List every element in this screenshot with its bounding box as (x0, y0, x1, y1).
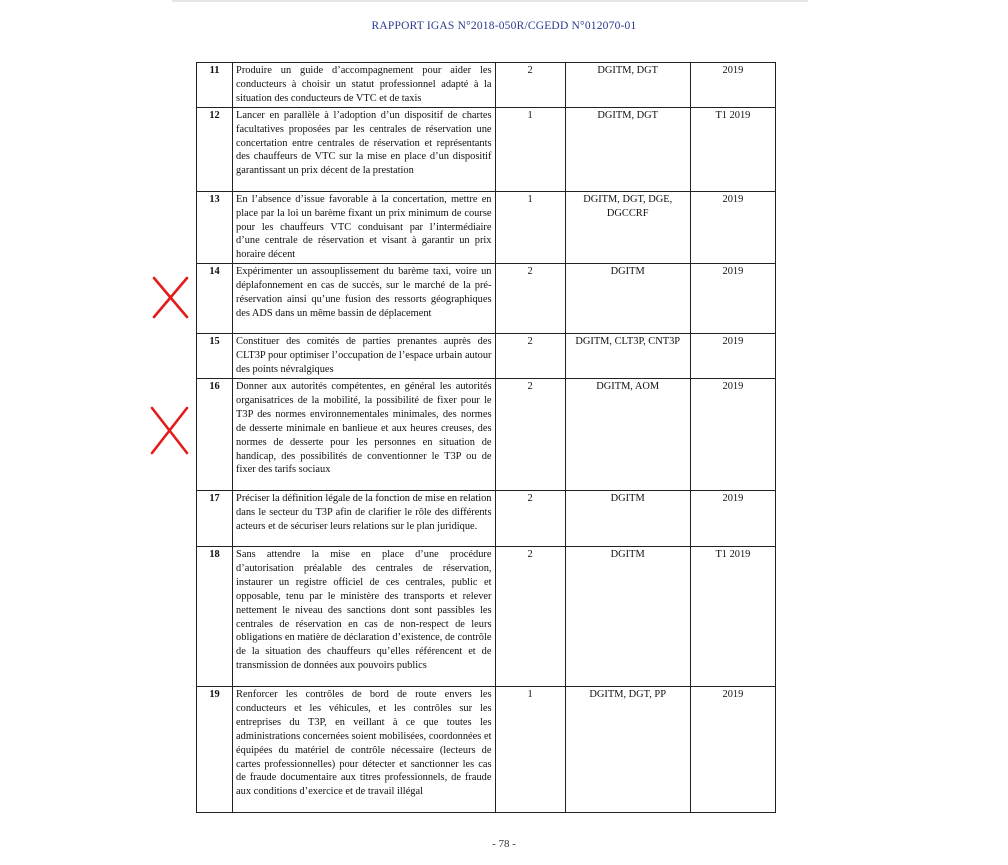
rec-text: Donner aux autorités compétentes, en général les autorités organisatrices de la mobilité, la possibilité de fixer pour le T3P des normes environnementales minimales, des normes de desserte minimale en banlieue et aux heures creuses, des normes de desserte pour les personnes en situation de handicap, des possibilités de conventionner le T3P ou de fixer des tarifs sociaux (233, 378, 495, 490)
rec-text: Lancer en parallèle à l’adoption d’un dispositif de chartes facultatives proposées par les centrales de réservation une concertation entre centrales de réservation et représentants des chauffeurs de VTC sur la mise en place d’un dispositif garantissant un prix décent de la prestation (233, 107, 495, 191)
rec-date: 2019 (690, 334, 775, 379)
rec-responsible: DGITM (565, 490, 690, 546)
table-row (197, 546, 776, 686)
rec-responsible: DGITM, DGT, PP (565, 686, 690, 812)
rec-date: 2019 (690, 490, 775, 546)
report-header: RAPPORT IGAS N°2018-050R/CGEDD N°012070-01 (371, 20, 637, 32)
rec-priority: 1 (495, 107, 565, 191)
table-row (197, 107, 776, 191)
rec-date: 2019 (690, 378, 775, 490)
rec-responsible: DGITM, CLT3P, CNT3P (565, 334, 690, 379)
rec-number: 18 (197, 546, 233, 686)
rec-text: Renforcer les contrôles de bord de route envers les conducteurs et les véhicules, et les contrôles sur les entreprises du T3P, en veillant à ce que toutes les administrations concernées soient mobilisées, coordonnées et équipées du matériel de contrôle nécessaire (lecteurs de cartes professionnelles) pour détecter et sanctionner les cas de fraude documentaire aux titres professionnels, de fraude aux conditions d’exercice et de travail illégal (233, 686, 495, 812)
table-row (197, 63, 776, 108)
rec-priority: 1 (495, 686, 565, 812)
rec-date: T1 2019 (690, 107, 775, 191)
rec-priority: 2 (495, 264, 565, 334)
page-number: - 78 - (492, 838, 516, 850)
rec-number: 11 (197, 63, 233, 108)
rec-priority: 2 (495, 334, 565, 379)
top-rule (172, 0, 808, 2)
table-row (197, 378, 776, 490)
rec-priority: 2 (495, 490, 565, 546)
rec-date: 2019 (690, 191, 775, 264)
rec-text: En l’absence d’issue favorable à la concertation, mettre en place par la loi un barème fixant un prix minimum de course pour les chauffeurs VTC conduisant par l’intermédiaire d’une centrale de réservation et visant à garantir un prix horaire décent (233, 191, 495, 264)
recommendations-body (197, 63, 776, 813)
rec-number: 16 (197, 378, 233, 490)
rec-date: T1 2019 (690, 546, 775, 686)
table-row (197, 264, 776, 334)
recommendations-table (196, 62, 776, 813)
rec-number: 13 (197, 191, 233, 264)
rec-date: 2019 (690, 264, 775, 334)
rec-number: 12 (197, 107, 233, 191)
rec-text: Produire un guide d’accompagnement pour aider les conducteurs à choisir un statut professionnel adapté à la situation des conducteurs de VTC et de taxis (233, 63, 495, 108)
table-row (197, 490, 776, 546)
rec-date: 2019 (690, 63, 775, 108)
table-row (197, 686, 776, 812)
rec-responsible: DGITM, DGT (565, 63, 690, 108)
rec-priority: 1 (495, 191, 565, 264)
rec-date: 2019 (690, 686, 775, 812)
rec-text: Constituer des comités de parties prenantes auprès des CLT3P pour optimiser l’occupation de l’espace urbain autour des points névralgiques (233, 334, 495, 379)
rec-number: 19 (197, 686, 233, 812)
rec-priority: 2 (495, 378, 565, 490)
rec-number: 14 (197, 264, 233, 334)
rec-priority: 2 (495, 63, 565, 108)
rec-number: 15 (197, 334, 233, 379)
rec-text: Expérimenter un assouplissement du barème taxi, voire un déplafonnement en cas de succès, sur le marché de la pré-réservation ainsi qu’une fusion des ressorts géographiques des ADS dans un même bassin de déplacement (233, 264, 495, 334)
rec-text: Préciser la définition légale de la fonction de mise en relation dans le secteur du T3P afin de clarifier le rôle des différents acteurs et de sécuriser leurs relations sur le plan juridique. (233, 490, 495, 546)
rec-priority: 2 (495, 546, 565, 686)
table-row (197, 191, 776, 264)
rec-responsible: DGITM, DGT (565, 107, 690, 191)
rec-responsible: DGITM (565, 264, 690, 334)
rec-responsible: DGITM (565, 546, 690, 686)
rec-text: Sans attendre la mise en place d’une procédure d’autorisation préalable des centrales de réservation, instaurer un registre officiel de ces centrales, public et opposable, tenu par le ministère des transports et relever nettement le niveau des sanctions dont sont passibles les centrales de réservation en cas de non-respect de leurs obligations en matière de déclaration d’existence, de contrôle de la situation des chauffeurs qu’elles référencent et de transmission de données aux pouvoirs publics (233, 546, 495, 686)
cross-mark-icon (150, 274, 192, 322)
rec-number: 17 (197, 490, 233, 546)
rec-responsible: DGITM, AOM (565, 378, 690, 490)
cross-mark-icon (148, 404, 192, 458)
rec-responsible: DGITM, DGT, DGE, DGCCRF (565, 191, 690, 264)
table-row (197, 334, 776, 379)
